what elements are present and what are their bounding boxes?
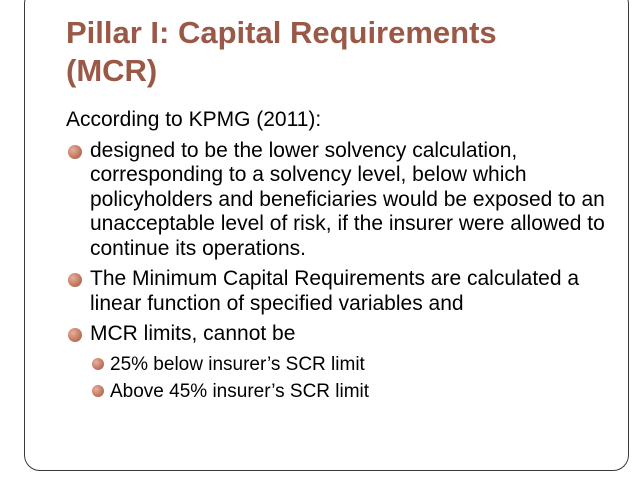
slide-body [66, 108, 611, 411]
bullet-icon [68, 328, 82, 342]
bullet-text: designed to be the lower solvency calculation, corresponding to a solvency level, below which policyholders and beneficiaries would be exposed to an unacceptable level of risk, if the insurer were allowed to continue its operations. [90, 138, 605, 260]
sub-bullet-icon [92, 358, 104, 370]
intro-text: According to KPMG (2011): [66, 108, 322, 131]
bullet-icon [68, 273, 82, 287]
bullet-text: The Minimum Capital Requirements are calculated a linear function of specified variables and [90, 267, 580, 315]
bullet-text: MCR limits, cannot be [90, 322, 296, 345]
bullet-item [66, 267, 611, 316]
bullet-item [66, 139, 611, 262]
sub-bullet-list [90, 351, 611, 405]
slide-title: Pillar I: Capital Requirements (MCR) [66, 15, 497, 88]
sub-bullet-text: Above 45% insurer’s SCR limit [110, 380, 370, 402]
sub-bullet-text: 25% below insurer’s SCR limit [110, 353, 365, 375]
sub-bullet-item [90, 378, 611, 405]
bullet-icon [68, 145, 82, 159]
sub-bullet-item [90, 351, 611, 378]
bullet-list [66, 139, 611, 405]
bullet-item [66, 322, 611, 405]
sub-bullet-icon [92, 385, 104, 397]
